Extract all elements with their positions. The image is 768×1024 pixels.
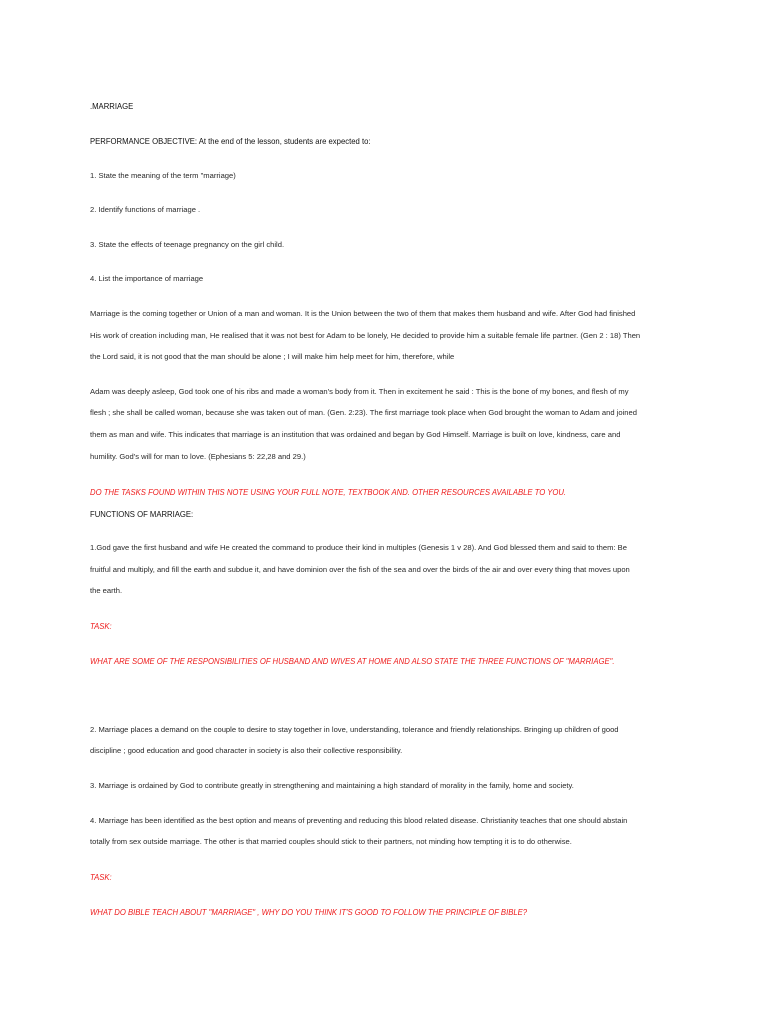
task-2-question: WHAT DO BIBLE TEACH ABOUT "MARRIAGE" , WHY DO YOU THINK IT'S GOOD TO FOLLOW THE PRINCIPLE OF BIBLE? — [90, 907, 528, 917]
paragraph-2-line-3: them as man and wife. This indicates that marriage is an institution that was ordained and began by God Himself. Marriage is built on love, kindness, care and — [90, 430, 621, 439]
objective-item-1: 1. State the meaning of the term "marriage) — [90, 171, 236, 180]
task-1-question: WHAT ARE SOME OF THE RESPONSIBILITIES OF HUSBAND AND WIVES AT HOME AND ALSO STATE THE THREE FUNCTIONS OF "MARRIAGE". — [90, 656, 615, 666]
function-3: 3. Marriage is ordained by God to contribute greatly in strengthening and maintaining a high standard of morality in the family, home and society. — [90, 781, 574, 790]
objective-heading: PERFORMANCE OBJECTIVE: At the end of the lesson, students are expected to: — [90, 136, 371, 146]
task-2-label: TASK: — [90, 872, 112, 882]
objective-item-4: 4. List the importance of marriage — [90, 274, 204, 283]
function-4-line-1: 4. Marriage has been identified as the best option and means of preventing and reducing this blood related disease. Christianity teaches that one should abstain — [90, 816, 628, 825]
paragraph-1-line-2: His work of creation including man, He realised that it was not best for Adam to be lonely, He decided to provide him a suitable female life partner. (Gen 2 : 18) Then — [90, 331, 641, 340]
functions-heading: FUNCTIONS OF MARRIAGE: — [90, 509, 194, 519]
objective-item-3: 3. State the effects of teenage pregnancy on the girl child. — [90, 240, 285, 249]
paragraph-1-line-1: Marriage is the coming together or Union of a man and woman. It is the Union between the two of them that makes them husband and wife. After God had finished — [90, 309, 636, 318]
function-2-line-2: discipline ; good education and good character in society is also their collective responsibility. — [90, 746, 403, 755]
paragraph-2-line-1: Adam was deeply asleep, God took one of his ribs and made a woman's body from it. Then in excitement he said : This is the bone of my bones, and flesh of my — [90, 387, 629, 396]
function-1-line-3: the earth. — [90, 586, 123, 595]
function-1-line-2: fruitful and multiply, and fill the earth and subdue it, and have dominion over the fish of the sea and over the birds of the air and over every thing that moves upon — [90, 565, 630, 574]
paragraph-2-line-4: humility. God's will for man to love. (Ephesians 5: 22,28 and 29.) — [90, 452, 306, 461]
objective-item-2: 2. Identify functions of marriage . — [90, 205, 201, 214]
function-2-line-1: 2. Marriage places a demand on the couple to desire to stay together in love, understanding, tolerance and friendly relationships. Bringing up children of good — [90, 725, 619, 734]
task-1-label: TASK: — [90, 621, 112, 631]
function-1-line-1: 1.God gave the first husband and wife He created the command to produce their kind in multiples (Genesis 1 v 28). And God blessed them and said to them: Be — [90, 543, 627, 552]
function-4-line-2: totally from sex outside marriage. The other is that married couples should stick to their partners, not minding how tempting it is to do otherwise. — [90, 837, 572, 846]
task-instruction: DO THE TASKS FOUND WITHIN THIS NOTE USING YOUR FULL NOTE, TEXTBOOK AND. OTHER RESOURCES AVAILABLE TO YOU. — [90, 487, 567, 497]
paragraph-1-line-3: the Lord said, it is not good that the man should be alone ; I will make him help meet for him, therefore, while — [90, 352, 455, 361]
document-page — [90, 0, 680, 1024]
document-title: .MARRIAGE — [90, 101, 134, 111]
paragraph-2-line-2: flesh ; she shall be called woman, because she was taken out of man. (Gen. 2:23). The first marriage took place when God brought the woman to Adam and joined — [90, 408, 637, 417]
